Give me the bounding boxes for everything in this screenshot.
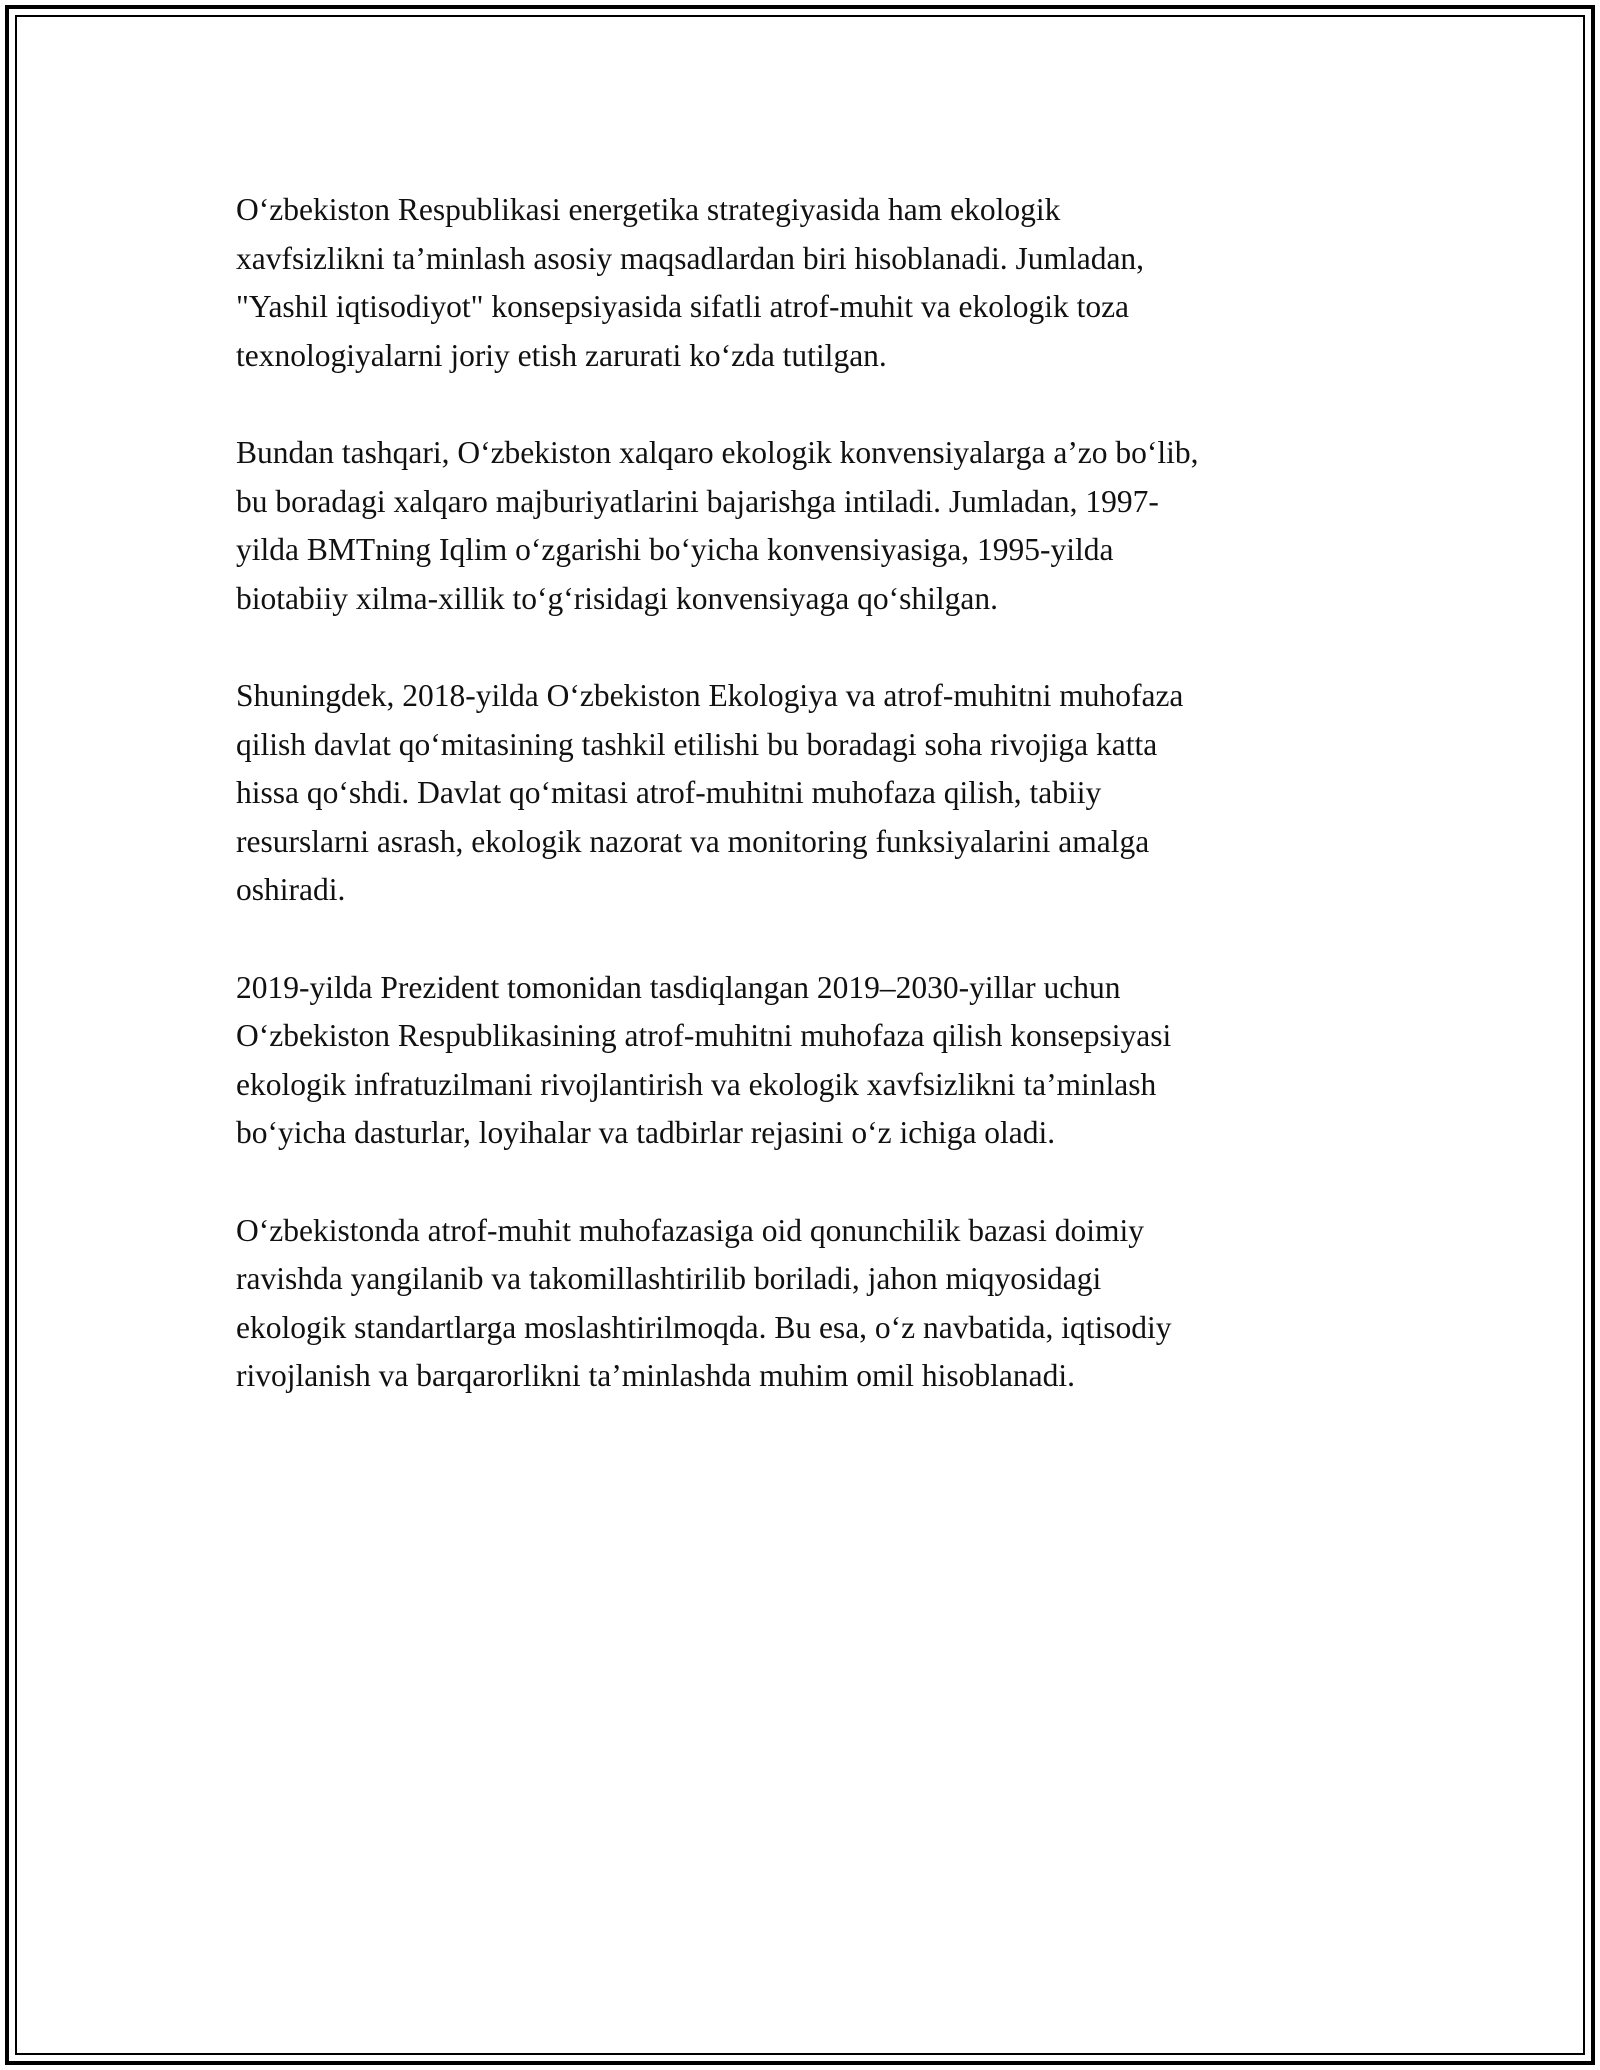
text-line: texnologiyalarni joriy etish zarurati ko‘zda tutilgan. <box>236 337 887 373</box>
text-line: O‘zbekistonda atrof-muhit muhofazasiga oid qonunchilik bazasi doimiy <box>236 1212 1145 1248</box>
text-line: ekologik infratuzilmani rivojlantirish va ekologik xavfsizlikni ta’minlash <box>236 1066 1157 1102</box>
paragraph-3 <box>236 672 1376 915</box>
text-line: "Yashil iqtisodiyot" konsepsiyasida sifatli atrof-muhit va ekologik toza <box>236 289 1130 324</box>
text-line: O‘zbekiston Respublikasi energetika strategiyasida ham ekologik <box>236 192 1061 227</box>
text-line: bu boradagi xalqaro majburiyatlarini bajarishga intiladi. Jumladan, 1997- <box>236 483 1159 519</box>
text-line: Shuningdek, 2018-yilda O‘zbekiston Ekologiya va atrof-muhitni muhofaza <box>236 678 1184 713</box>
text-line: biotabiiy xilma-xillik to‘g‘risidagi konvensiyaga qo‘shilgan. <box>236 580 998 616</box>
paragraph-1 <box>236 186 1376 380</box>
text-line: qilish davlat qo‘mitasining tashkil etilishi bu boradagi soha rivojiga katta <box>236 726 1158 762</box>
text-line: hissa qo‘shdi. Davlat qo‘mitasi atrof-muhitni muhofaza qilish, tabiiy <box>236 775 1102 810</box>
text-line: rivojlanish va barqarorlikni ta’minlashda muhim omil hisoblanadi. <box>236 1358 1075 1393</box>
text-line: ravishda yangilanib va takomillashtirilib boriladi, jahon miqyosidagi <box>236 1261 1102 1296</box>
text-line: resurslarni asrash, ekologik nazorat va monitoring funksiyalarini amalga <box>236 823 1150 859</box>
text-line: yilda BMTning Iqlim o‘zgarishi bo‘yicha konvensiyasiga, 1995-yilda <box>236 532 1114 567</box>
text-line: Bundan tashqari, O‘zbekiston xalqaro ekologik konvensiyalarga a’zo bo‘lib, <box>236 435 1199 470</box>
text-line: O‘zbekiston Respublikasining atrof-muhitni muhofaza qilish konsepsiyasi <box>236 1018 1172 1053</box>
paragraph-5 <box>236 1207 1376 1401</box>
paragraph-4 <box>236 964 1376 1158</box>
paragraph-2 <box>236 429 1376 623</box>
text-line: bo‘yicha dasturlar, loyihalar va tadbirlar rejasini o‘z ichiga oladi. <box>236 1115 1056 1150</box>
text-line: oshiradi. <box>236 872 346 907</box>
text-line: ekologik standartlarga moslashtirilmoqda. Bu esa, o‘z navbatida, iqtisodiy <box>236 1309 1172 1345</box>
text-line: 2019-yilda Prezident tomonidan tasdiqlangan 2019–2030-yillar uchun <box>236 969 1121 1005</box>
text-line: xavfsizlikni ta’minlash asosiy maqsadlardan biri hisoblanadi. Jumladan, <box>236 240 1145 276</box>
document-body <box>236 186 1376 1450</box>
